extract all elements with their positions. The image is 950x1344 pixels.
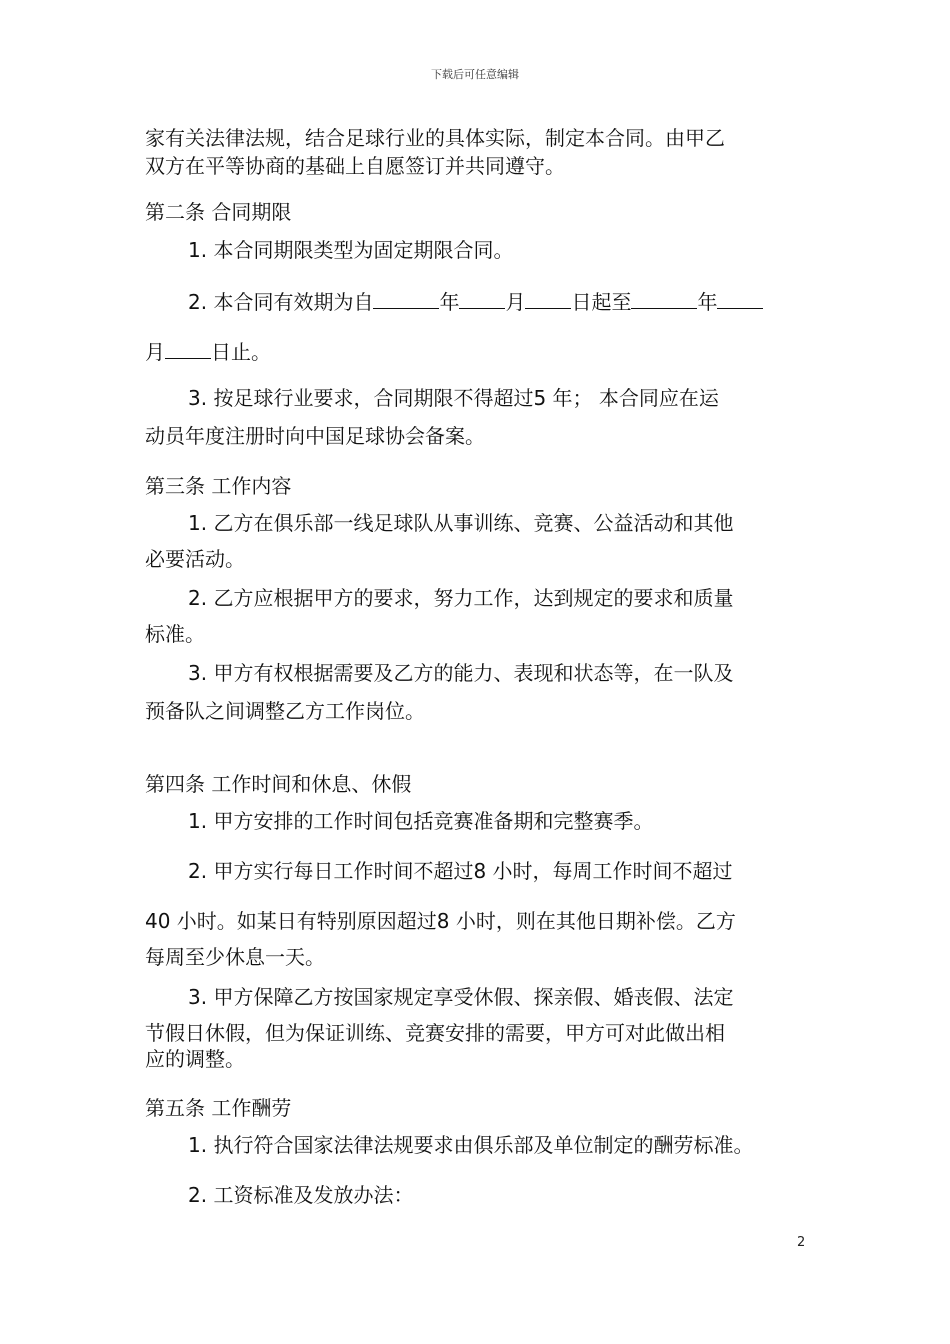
article-5-title: 第五条 工作酬劳 [145, 1096, 292, 1120]
article-2-clause-2-cont [145, 338, 271, 364]
end-year-blank[interactable] [631, 288, 697, 309]
article-4-clause-3-line-3: 应的调整。 [145, 1047, 245, 1071]
end-day-blank[interactable] [165, 338, 211, 359]
end-year-label: 年 [697, 290, 718, 314]
article-3-clause-1-line-2: 必要活动。 [145, 547, 245, 571]
article-4-title: 第四条 工作时间和休息、休假 [145, 772, 412, 796]
article-3-clause-2-line-1: 2. 乙方应根据甲方的要求，努力工作，达到规定的要求和质量 [188, 586, 734, 610]
article-4-clause-1: 1. 甲方安排的工作时间包括竞赛准备期和完整赛季。 [188, 809, 654, 833]
year-label: 年 [439, 290, 460, 314]
page-header: 下载后可任意编辑 [431, 68, 519, 81]
article-4-clause-2-line-3: 每周至少休息一天。 [145, 945, 325, 969]
article-3-title: 第三条 工作内容 [145, 474, 292, 498]
end-month-blank-part[interactable] [717, 288, 763, 309]
article-4-clause-3-line-2: 节假日休假，但为保证训练、竞赛安排的需要，甲方可对此做出相 [145, 1021, 725, 1045]
start-month-blank[interactable] [459, 288, 505, 309]
article-3-clause-3-line-1: 3. 甲方有权根据需要及乙方的能力、表现和状态等，在一队及 [188, 661, 734, 685]
article-2-clause-3-line-2: 动员年度注册时向中国足球协会备案。 [145, 424, 485, 448]
article-4-clause-3-line-1: 3. 甲方保障乙方按国家规定享受休假、探亲假、婚丧假、法定 [188, 985, 734, 1009]
clause-2-prefix: 2. 本合同有效期为自 [188, 290, 374, 314]
end-month-label: 月 [145, 340, 165, 364]
article-4-clause-2-line-1: 2. 甲方实行每日工作时间不超过8 小时，每周工作时间不超过 [188, 859, 733, 883]
article-3-clause-3-line-2: 预备队之间调整乙方工作岗位。 [145, 699, 425, 723]
article-2-clause-1: 1. 本合同期限类型为固定期限合同。 [188, 238, 514, 262]
intro-line-2: 双方在平等协商的基础上自愿签订并共同遵守。 [145, 154, 565, 178]
article-2-title: 第二条 合同期限 [145, 200, 292, 224]
intro-line-1: 家有关法律法规，结合足球行业的具体实际，制定本合同。由甲乙 [145, 126, 725, 150]
article-4-clause-2-line-2: 40 小时。如某日有特别原因超过8 小时，则在其他日期补偿。乙方 [145, 909, 736, 933]
start-year-blank[interactable] [373, 288, 439, 309]
article-5-clause-1: 1. 执行符合国家法律法规要求由俱乐部及单位制定的酬劳标准。 [188, 1133, 754, 1157]
day-end-label: 日止。 [211, 340, 271, 364]
start-day-blank[interactable] [525, 288, 571, 309]
page-number: 2 [797, 1235, 806, 1250]
article-5-clause-2: 2. 工资标准及发放办法： [188, 1183, 414, 1207]
month-label: 月 [505, 290, 526, 314]
article-2-clause-2 [188, 288, 763, 314]
article-3-clause-1-line-1: 1. 乙方在俱乐部一线足球队从事训练、竞赛、公益活动和其他 [188, 511, 734, 535]
article-3-clause-2-line-2: 标准。 [145, 622, 205, 646]
day-from-label: 日起至 [571, 290, 632, 314]
article-2-clause-3-line-1: 3. 按足球行业要求，合同期限不得超过5 年； 本合同应在运 [188, 386, 719, 410]
